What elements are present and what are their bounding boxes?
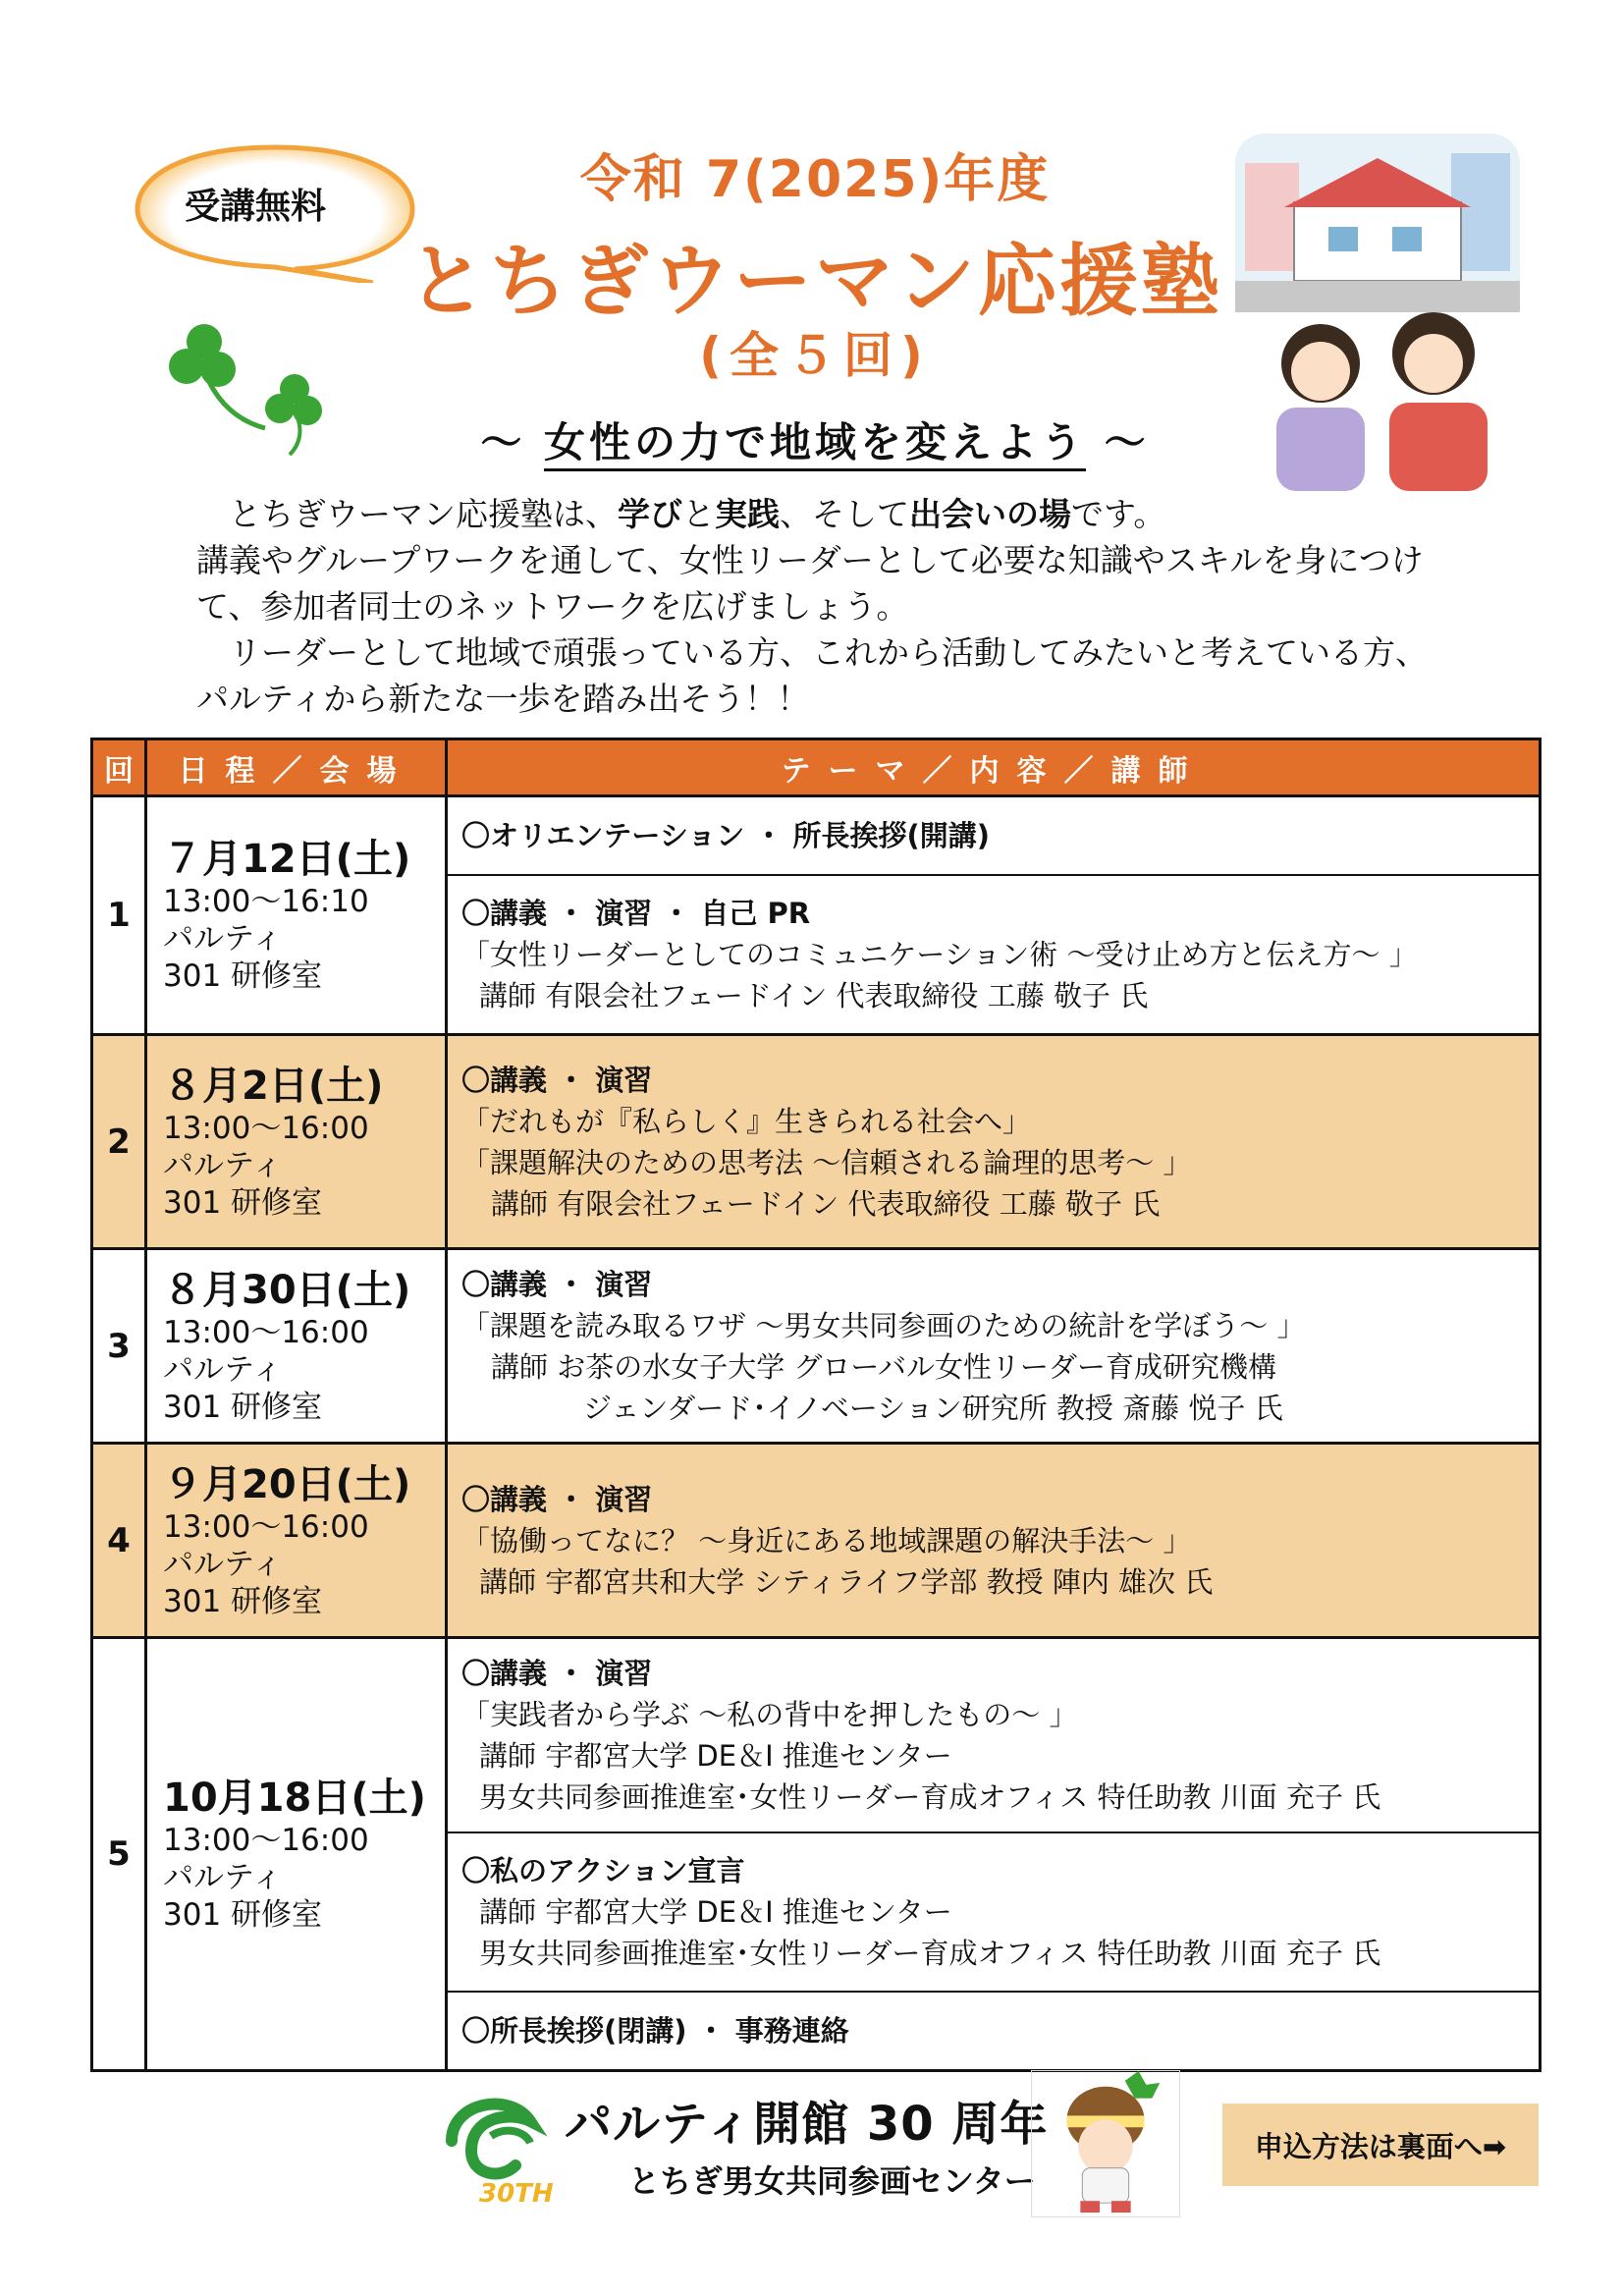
session-number: 5 bbox=[93, 1639, 147, 2069]
session-venue: パルティ bbox=[163, 921, 283, 957]
apply-info-button[interactable]: 申込方法は裏面へ➡ bbox=[1222, 2104, 1539, 2186]
session-room: 301 研修室 bbox=[163, 958, 323, 994]
intro-line-1: とちぎウーマン応援塾は、学びと実践、そして出会いの場です。 bbox=[229, 495, 1166, 533]
session-time: 13:00～16:00 bbox=[163, 1110, 369, 1146]
topic-block: 〇講義 ・ 演習 「だれもが『私らしく』生きられる社会へ」 「課題解決のための思考法 ～信頼される論理的思考～ 」 講師 有限会社フェードイン 代表取締役 工藤 敬子 氏 bbox=[461, 1063, 1192, 1221]
session-venue: パルティ bbox=[163, 1546, 283, 1582]
mascot-illustration bbox=[1031, 2070, 1180, 2217]
session-date: ８月2日(土) bbox=[163, 1063, 384, 1109]
logo-30th: 30TH bbox=[479, 2179, 554, 2209]
intro-text bbox=[196, 491, 1473, 722]
session-schedule bbox=[147, 1036, 448, 1247]
topic-block: 〇所長挨拶(閉講) ・ 事務連絡 bbox=[461, 2014, 849, 2048]
header-schedule: 日程／会場 bbox=[147, 740, 448, 794]
table-row bbox=[93, 797, 1539, 1036]
subtitle bbox=[295, 410, 1335, 469]
session-time: 13:00～16:10 bbox=[163, 884, 369, 919]
header-num: 回 bbox=[93, 740, 147, 794]
session-date: ９月20日(土) bbox=[163, 1461, 411, 1507]
session-room: 301 研修室 bbox=[163, 1389, 323, 1425]
session-schedule bbox=[147, 1250, 448, 1442]
clover-icon bbox=[157, 312, 353, 460]
session-topics bbox=[448, 797, 1539, 1033]
session-time: 13:00～16:00 bbox=[163, 1314, 369, 1350]
session-topics bbox=[448, 1445, 1539, 1636]
fiscal-year: 令和 7(2025)年度 bbox=[579, 150, 1051, 209]
tilde-left: ～ bbox=[480, 418, 526, 466]
anniversary-title: パルティ開館 30 周年 bbox=[565, 2097, 1049, 2152]
topic-block: 〇オリエンテーション ・ 所長挨拶(開講) bbox=[448, 797, 1539, 876]
session-count: (全５回) bbox=[699, 327, 931, 384]
session-topics bbox=[448, 1250, 1539, 1442]
session-venue: パルティ bbox=[163, 1860, 283, 1895]
free-badge-label: 受講無料 bbox=[184, 187, 326, 227]
topic-block: 〇講義 ・ 演習 「課題を読み取るワザ ～男女共同参画のための統計を学ぼう～ 」 講師 お茶の水女子大学 グローバル女性リーダー育成研究機構 ジェンダード･イノベーション研究所 教授 斎藤 悦子 氏 bbox=[461, 1267, 1306, 1425]
session-date: ７月12日(土) bbox=[163, 837, 411, 882]
organization-name: とちぎ男女共同参画センター bbox=[628, 2162, 1036, 2200]
intro-line-2: 講義やグループワークを通して、女性リーダーとして必要な知識やスキルを身につけ bbox=[196, 541, 1424, 579]
session-number: 3 bbox=[93, 1250, 147, 1442]
table-header bbox=[93, 740, 1539, 797]
tilde-right: ～ bbox=[1104, 418, 1150, 466]
session-schedule bbox=[147, 1639, 448, 2069]
session-number: 1 bbox=[93, 797, 147, 1033]
anniversary-logo bbox=[432, 2082, 579, 2210]
session-number: 2 bbox=[93, 1036, 147, 1247]
town-illustration bbox=[1235, 134, 1520, 312]
session-schedule bbox=[147, 1445, 448, 1636]
page-title: とちぎウーマン応援塾 bbox=[407, 236, 1222, 327]
session-room: 301 研修室 bbox=[163, 1184, 323, 1221]
session-venue: パルティ bbox=[163, 1351, 283, 1388]
intro-line-5: パルティから新たな一歩を踏み出そう！！ bbox=[196, 680, 810, 718]
table-row bbox=[93, 1639, 1539, 2069]
session-room: 301 研修室 bbox=[163, 1897, 323, 1933]
session-venue: パルティ bbox=[163, 1147, 283, 1183]
session-time: 13:00～16:00 bbox=[163, 1508, 369, 1545]
table-row bbox=[93, 1036, 1539, 1250]
topic-block: 〇講義 ・ 演習 「協働ってなに？ ～身近にある地域課題の解決手法～ 」 講師 宇都宮共和大学 シティライフ学部 教授 陣内 雄次 氏 bbox=[461, 1482, 1214, 1599]
table-row bbox=[93, 1445, 1539, 1639]
session-topics bbox=[448, 1036, 1539, 1247]
session-schedule bbox=[147, 797, 448, 1033]
header-theme: テーマ／内容／講師 bbox=[781, 753, 1206, 789]
intro-line-3: て、参加者同士のネットワークを広げましょう。 bbox=[196, 587, 909, 626]
topic-block: 〇私のアクション宣言 講師 宇都宮大学 DE＆I 推進センター 男女共同参画推進室･女性リーダー育成オフィス 特任助教 川面 充子 氏 bbox=[448, 1833, 1539, 1993]
subtitle-text: 女性の力で地域を変えよう bbox=[544, 418, 1086, 471]
topic-block: 〇講義 ・ 演習 ・ 自己 PR 「女性リーダーとしてのコミュニケーション術 ～受け止め方と伝え方～ 」 講師 有限会社フェードイン 代表取締役 工藤 敬子 氏 bbox=[461, 897, 1418, 1012]
session-date: ８月30日(土) bbox=[163, 1267, 411, 1313]
schedule-table bbox=[90, 738, 1542, 2072]
session-date: 10月18日(土) bbox=[163, 1776, 426, 1821]
topic-block: 〇講義 ・ 演習 「実践者から学ぶ ～私の背中を押したもの～ 」 講師 宇都宮大学 DE＆I 推進センター 男女共同参画推進室･女性リーダー育成オフィス 特任助教 川面 充子 氏 bbox=[448, 1639, 1539, 1833]
session-room: 301 研修室 bbox=[163, 1583, 323, 1619]
women-illustration bbox=[1252, 295, 1507, 491]
session-number: 4 bbox=[93, 1445, 147, 1636]
table-row bbox=[93, 1250, 1539, 1445]
session-time: 13:00～16:00 bbox=[163, 1823, 369, 1858]
session-topics bbox=[448, 1639, 1539, 2069]
intro-line-4: リーダーとして地域で頑張っている方、これから活動してみたいと考えている方、 bbox=[229, 633, 1428, 672]
